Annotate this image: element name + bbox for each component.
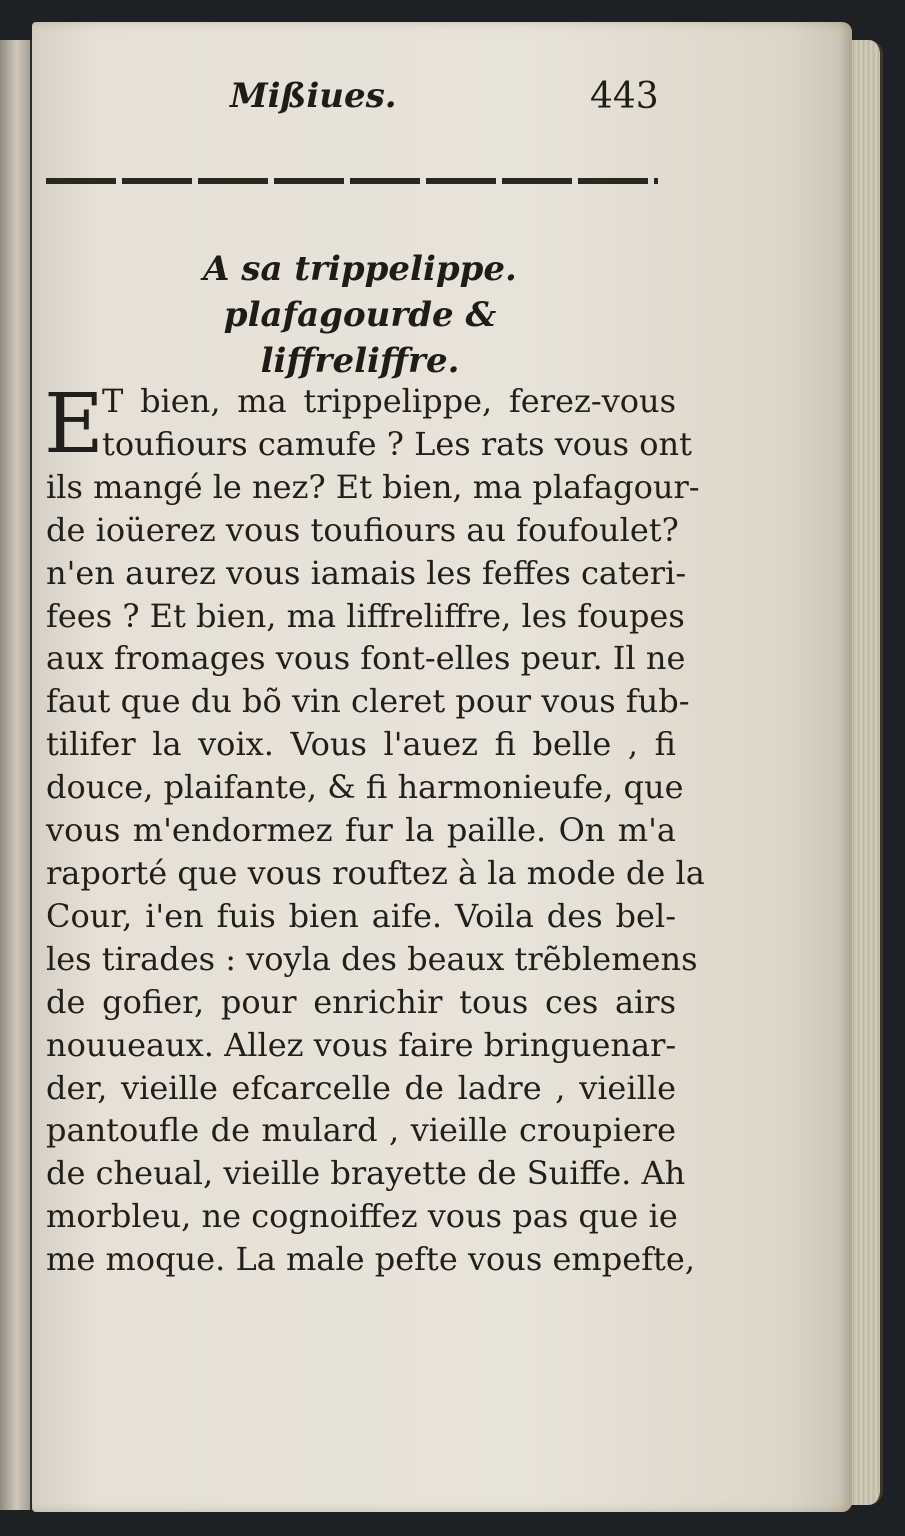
text-line: Cour, i'en fuis bien aife. Voila des bel- [46, 896, 676, 935]
header-rule [46, 178, 658, 184]
text-line: aux fromages vous font-elles peur. Il ne [46, 639, 686, 678]
text-line: de cheual, vieille brayette de Suiffe. Ah [46, 1154, 686, 1193]
text-line: tilifer la voix. Vous l'auez fi belle , fi [46, 725, 676, 764]
text-line: toufiours camufe ? Les rats vous ont [102, 424, 692, 463]
text-line: douce, plaifante, & fi harmonieufe, que [46, 768, 684, 807]
text-line: vous m'endormez fur la paille. On m'a [46, 811, 676, 850]
text-line: fees ? Et bien, ma liffreliffre, les foupes [46, 596, 685, 635]
drop-cap: E [44, 377, 104, 472]
opening-block [44, 377, 692, 472]
text-line: raporté que vous rouftez à la mode de la [46, 853, 705, 892]
text-line: der, vieille efcarcelle de ladre , vieille [46, 1068, 676, 1107]
title-line: A sa trippelippe. plafagourde & [203, 249, 517, 335]
text-line: les tirades : voyla des beaux trẽblemens [46, 939, 698, 978]
text-line: de ioüerez vous toufiours au foufoulet? [46, 510, 679, 549]
text-line: ils mangé le nez? Et bien, ma plafagour- [46, 467, 700, 506]
page-number: 443 [590, 76, 659, 117]
text-line: me moque. La male pefte vous empefte, [46, 1240, 695, 1279]
text-line: morbleu, ne cognoiffez vous pas que ie [46, 1197, 678, 1236]
running-head: Mißiues. [230, 76, 397, 116]
text-line: pantoufle de mulard , vieille croupiere [46, 1111, 676, 1150]
text-line: nouueaux. Allez vous faire bringuenar- [46, 1025, 677, 1064]
title-line: liffreliffre. [260, 341, 460, 381]
text-line: de gofier, pour enrichir tous ces airs [46, 982, 676, 1021]
letter-title [100, 246, 620, 384]
left-page-edge [0, 40, 32, 1510]
body-text [44, 377, 705, 1281]
text-line: faut que du bõ vin cleret pour vous fub- [46, 682, 690, 721]
text-line: n'en aurez vous iamais les feffes cateri- [46, 553, 687, 592]
text-line: T bien, ma trippelippe, ferez-vous [102, 382, 676, 420]
